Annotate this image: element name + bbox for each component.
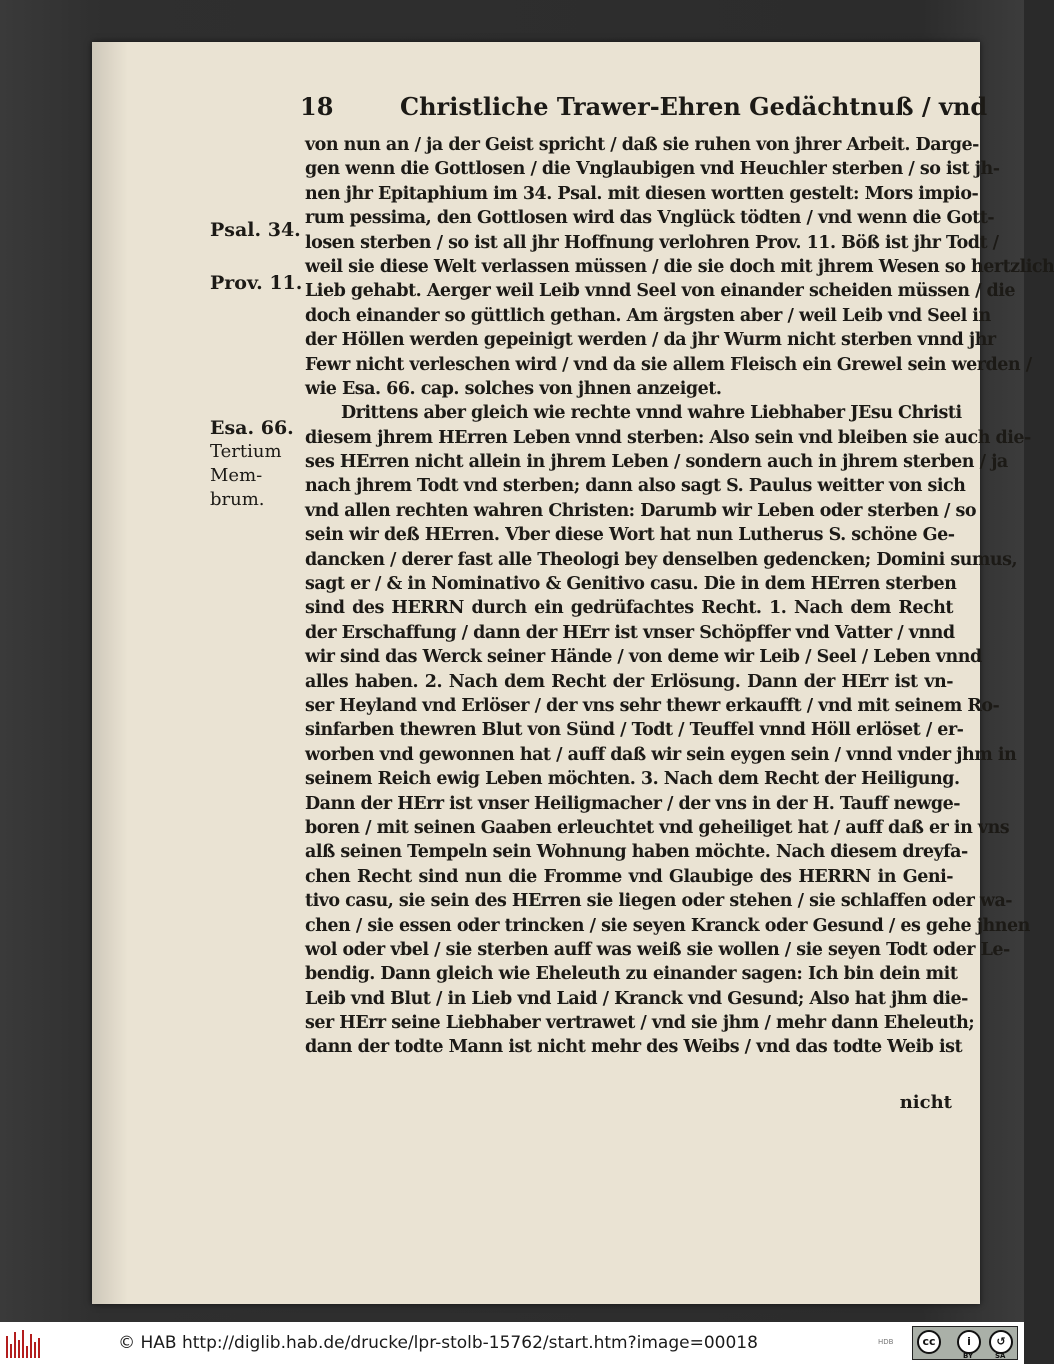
text-line: wie Esa. 66. cap. solches von jhnen anzeiget. [305,378,722,399]
text-line: dann der todte Mann ist nicht mehr des Weibs / vnd das todte Weib ist [305,1037,963,1058]
book-page [92,42,1054,1304]
text-line: alß seinen Tempeln sein Wohnung haben möchte. Nach diesem dreyfa- [305,842,968,863]
catchword: nicht [899,1092,952,1113]
text-line: ser Heyland vnd Erlöser / der vns sehr thewr erkaufft / vnd mit seinem Ro- [305,695,1000,716]
text-line: nen jhr Epitaphium im 34. Psal. mit diesen wortten gestelt: Mors impio- [305,183,979,204]
margin-note-proverbs: Prov. 11. [210,272,303,294]
text-line: der Höllen werden gepeinigt werden / da jhr Wurm nicht sterben vnnd jhr [305,330,996,351]
text-line: Lieb gehabt. Aerger weil Leib vnnd Seel von einander scheiden müssen / die [305,281,1016,302]
text-line: Dann der HErr ist vnser Heiligmacher / der vns in der H. Tauff newge- [305,793,961,814]
sa-icon: ↺ [989,1330,1013,1354]
margin-note-brum: brum. [210,489,265,510]
text-line: losen sterben / so ist all jhr Hoffnung verlohren Prov. 11. Böß ist jhr Todt / [305,232,999,253]
text-line: nach jhrem Todt vnd sterben; dann also sagt S. Paulus weitter von sich [305,476,966,497]
text-line: rum pessima, den Gottlosen wird das Vnglück tödten / vnd wenn die Gott- [305,208,995,229]
text-line: doch einander so güttlich gethan. Am ärgsten aber / weil Leib vnd Seel in [305,305,991,326]
license-label-sa: SA [995,1352,1006,1360]
text-line: alles haben. 2. Nach dem Recht der Erlösung. Dann der HErr ist vn- [305,671,953,692]
license-label-by: BY [963,1352,974,1360]
text-line: seinem Reich ewig Leben möchten. 3. Nach dem Recht der Heiligung. [305,769,960,790]
text-line: worben vnd gewonnen hat / auff daß wir sein eygen sein / vnnd vnder jhm in [305,744,1017,765]
text-line: von nun an / ja der Geist spricht / daß sie ruhen von jhrer Arbeit. Darge- [305,135,979,155]
text-line: sagt er / & in Nominativo & Genitivo casu. Die in dem HErren sterben [305,574,957,595]
text-line: chen / sie essen oder trincken / sie seyen Kranck oder Gesund / es gehe jhnen [305,915,1030,936]
text-line: Drittens aber gleich wie rechte vnnd wahre Liebhaber JEsu Christi [341,403,962,424]
text-line: sein wir deß HErren. Vber diese Wort hat nun Lutherus S. schöne Ge- [305,525,955,546]
text-line: ser HErr seine Liebhaber vertrawet / vnd sie jhm / mehr dann Eheleuth; [305,1013,975,1034]
text-line: wir sind das Werck seiner Hände / von deme wir Leib / Seel / Leben vnnd [305,647,982,668]
margin-note-mem: Mem- [210,465,263,486]
margin-note-isaiah: Esa. 66. [210,417,294,439]
body-text [305,133,1054,1060]
cc-icon: cc [917,1330,941,1354]
text-line: Leib vnd Blut / in Lieb vnd Laid / Kranck vnd Gesund; Also hat jhm die- [305,988,968,1009]
running-title: Christliche Trawer-Ehren Gedächtnuß / vnd [400,92,988,121]
margin-note-psalm: Psal. 34. [210,219,301,241]
text-line: sind des HERRN durch ein gedrüfachtes Recht. 1. Nach dem Recht [305,598,953,619]
text-line: diesem jhrem HErren Leben vnnd sterben: Also sein vnd bleiben sie auch die- [305,427,1031,448]
source-credit-link[interactable]: © HAB http://diglib.hab.de/drucke/lpr-stolb-15762/start.htm?image=00018 [118,1333,758,1353]
footer-bar [0,1322,1024,1364]
text-line: gen wenn die Gottlosen / die Vnglaubigen vnd Heuchler sterben / so ist jh- [305,159,1000,180]
text-line: der Erschaffung / dann der HErr ist vnser Schöpffer vnd Vatter / vnnd [305,622,955,643]
footer-mark: HDB [878,1338,894,1346]
text-line: wol oder vbel / sie sterben auff was weiß sie wollen / sie seyen Todt oder Le- [305,939,1010,960]
text-line: chen Recht sind nun die Fromme vnd Glaubige des HERRN in Geni- [305,866,953,887]
text-line: dancken / derer fast alle Theologi bey denselben gedencken; Domini sumus, [305,549,1018,570]
text-line: ses HErren nicht allein in jhrem Leben / sondern auch in jhrem sterben / ja [305,452,1008,473]
by-icon: i [957,1330,981,1354]
page-header [300,92,988,128]
cc-license-badge[interactable] [912,1326,1018,1360]
text-line: sinfarben thewren Blut von Sünd / Todt / Teuffel vnnd Höll erlöset / er- [305,720,964,741]
hab-logo-icon[interactable] [6,1328,42,1358]
margin-note-tertium: Tertium [210,441,282,462]
text-line: Fewr nicht verleschen wird / vnd da sie allem Fleisch ein Grewel sein werden / [305,354,1032,375]
text-line: tivo casu, sie sein des HErren sie liegen oder stehen / sie schlaffen oder wa- [305,891,1013,912]
text-line: weil sie diese Welt verlassen müssen / die sie doch mit jhrem Wesen so hertzlich [305,256,1054,277]
text-line: vnd allen rechten wahren Christen: Darumb wir Leben oder sterben / so [305,500,977,521]
text-line: bendig. Dann gleich wie Eheleuth zu einander sagen: Ich bin dein mit [305,964,958,985]
text-line: boren / mit seinen Gaaben erleuchtet vnd geheiliget hat / auff daß er in vns [305,817,1010,838]
page-number: 18 [300,92,334,121]
